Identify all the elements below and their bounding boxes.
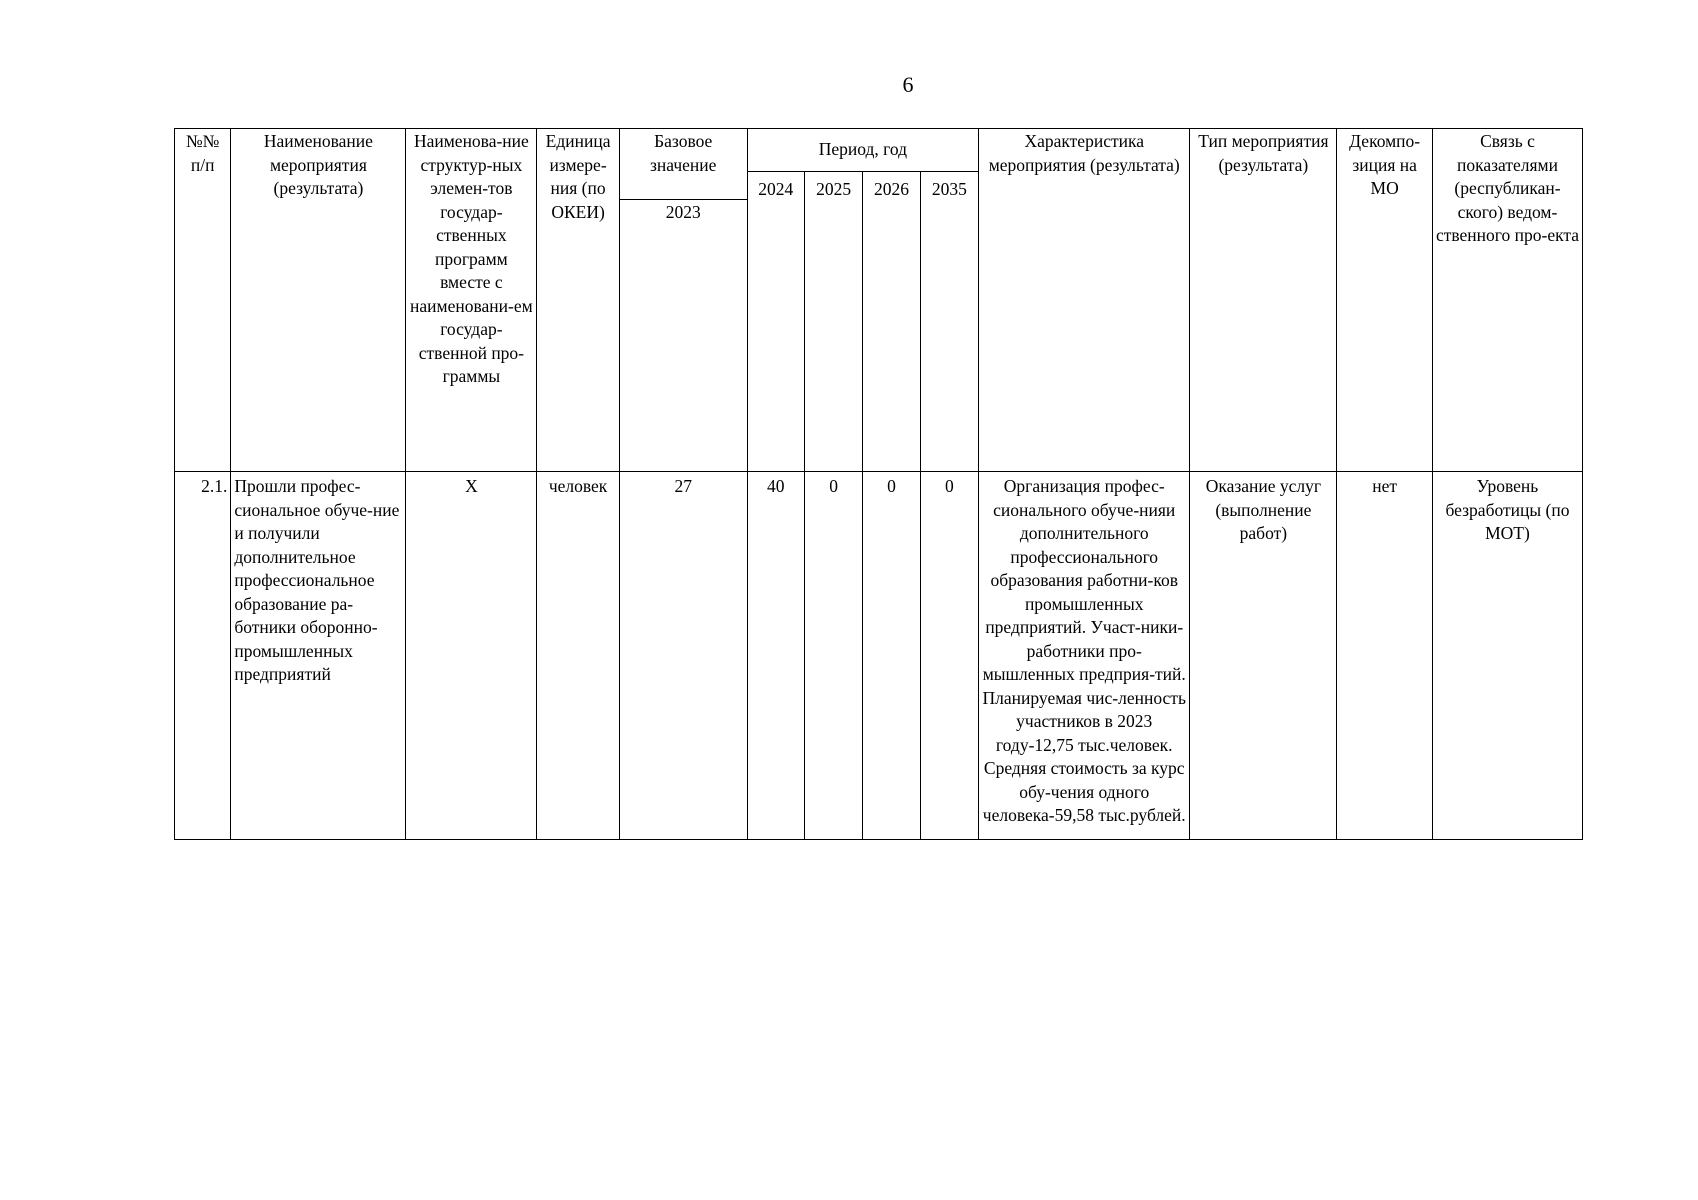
table-row (175, 472, 1583, 840)
header-year-2026: 2026 (863, 172, 920, 472)
header-characteristic: Характеристика мероприятия (результата) (979, 129, 1190, 472)
row-value-2025: 0 (804, 472, 862, 840)
row-type: Оказание услуг (выполнение работ) (1190, 472, 1337, 840)
header-base-value: Базовое значение (619, 129, 747, 200)
header-unit: Единица измере-ния (по ОКЕИ) (537, 129, 620, 472)
header-event-name: Наименование мероприятия (результата) (231, 129, 406, 472)
header-num: №№ п/п (175, 129, 231, 472)
row-decomposition: нет (1337, 472, 1433, 840)
row-characteristic: Организация профес-сионального обуче-нияи дополнительного профессионального образования работни-ков промышленных предприятий. Участ-ники-работники про-мышленных предприя-тий. Планируемая чис-ленность участников в 2023 году-12,75 тыс.человек. Средняя стоимость за курс обу-чения одного человека-59,58 тыс.рублей. (979, 472, 1190, 840)
header-base-year: 2023 (619, 200, 747, 472)
row-struct-elements: Х (406, 472, 537, 840)
page-number: 6 (902, 72, 914, 97)
header-year-2025: 2025 (804, 172, 862, 472)
row-link: Уровень безработицы (по МОТ) (1432, 472, 1582, 840)
indicators-table (174, 128, 1583, 840)
row-unit: человек (537, 472, 620, 840)
row-value-2026: 0 (863, 472, 920, 840)
row-value-2035: 0 (920, 472, 978, 840)
row-base-value: 27 (619, 472, 747, 840)
header-struct-elements: Наименова-ние структур-ных элемен-тов государ-ственных программ вместе с наименовани-ем государ-ственной про-граммы (406, 129, 537, 472)
header-row-1 (175, 129, 1583, 172)
row-num: 2.1. (175, 472, 231, 840)
row-value-2024: 40 (747, 472, 804, 840)
header-year-2035: 2035 (920, 172, 978, 472)
header-link: Связь с показателями (республикан-ского) ведом-ственного про-екта (1432, 129, 1582, 472)
row-event-name: Прошли профес-сиональное обуче-ние и получили дополнительное профессиональное образование ра-ботники оборонно-промышленных предприятий (231, 472, 406, 840)
header-period: Период, год (747, 129, 978, 172)
header-decomposition: Декомпо-зиция на МО (1337, 129, 1433, 472)
header-type: Тип мероприятия (результата) (1190, 129, 1337, 472)
header-year-2024: 2024 (747, 172, 804, 472)
